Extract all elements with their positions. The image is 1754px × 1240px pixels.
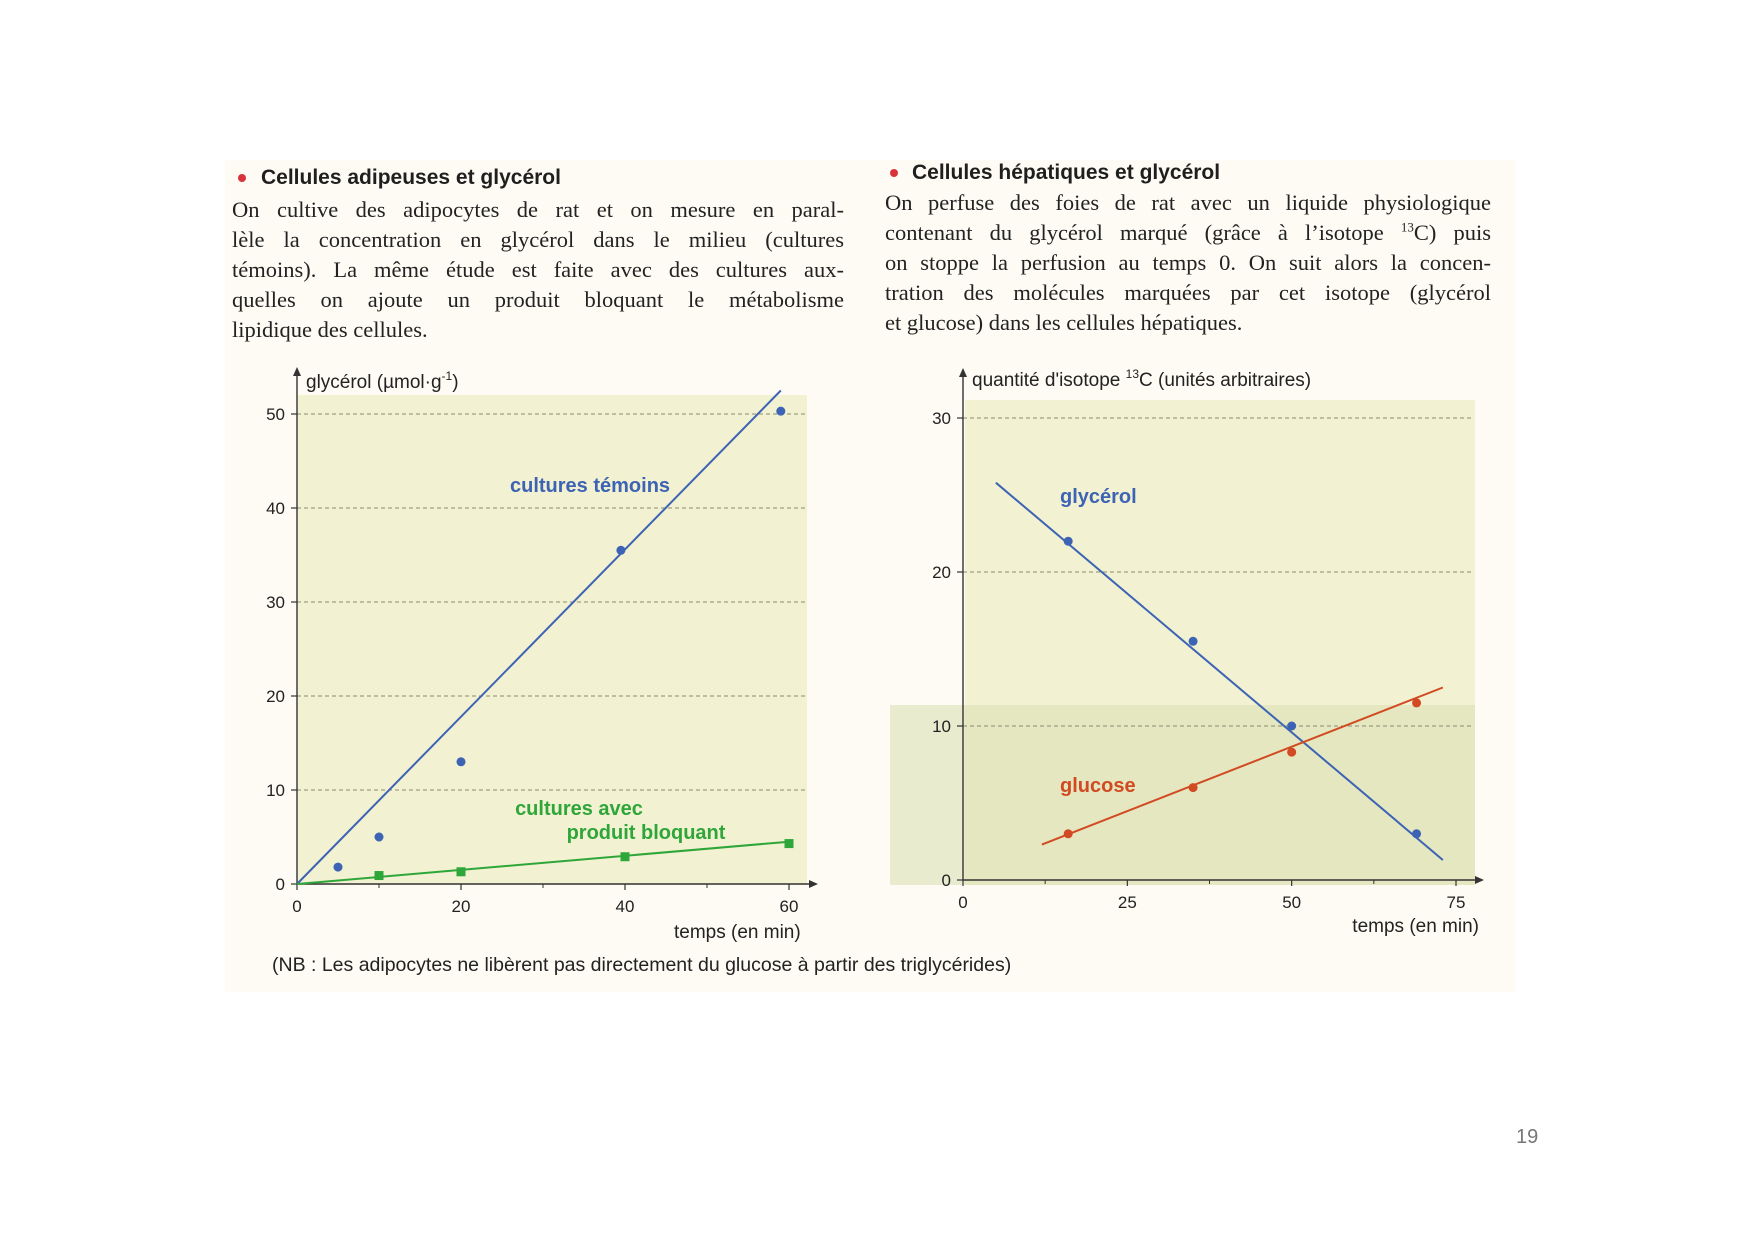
data-point [457, 867, 466, 876]
data-point [1287, 722, 1296, 731]
y-tick-label: 30 [266, 593, 285, 612]
right-text-line: tration des molécules marquées par cet isotope (glycérol [885, 280, 1491, 305]
x-axis-arrow-icon [809, 880, 818, 888]
data-point [616, 546, 625, 555]
left-y-axis-label: glycérol $(\mu mol\cdot g^{-1})$ [306, 369, 459, 393]
right-section-title: Cellules hépatiques et glycérol [912, 161, 1221, 184]
page-number: 19 [1516, 1126, 1539, 1148]
series-label-glucose: glucose [1060, 775, 1136, 797]
y-axis-arrow-icon [959, 368, 967, 377]
x-tick-label: 0 [292, 897, 302, 916]
y-axis-arrow-icon [293, 367, 301, 376]
data-point [1189, 783, 1198, 792]
data-point [1412, 698, 1421, 707]
right-text-line: et glucose) dans les cellules hépatiques. [885, 310, 1243, 335]
right-text-line: contenant du glycérol marqué (grâce à l’isotope $^{13}$C) puis [885, 219, 1491, 245]
left-x-axis-label: temps (en min) [674, 922, 801, 943]
left-text-line: lipidique des cellules. [232, 317, 428, 342]
y-tick-label: 10 [266, 781, 285, 800]
data-point [1412, 829, 1421, 838]
left-text-line: On cultive des adipocytes de rat et on mesure en paral- [232, 197, 844, 222]
x-tick-label: 75 [1446, 893, 1466, 912]
left-text-line: témoins). La même étude est faite avec des cultures aux- [232, 257, 844, 282]
data-point [375, 833, 384, 842]
x-tick-label: 20 [451, 897, 471, 916]
x-tick-label: 60 [779, 897, 799, 916]
y-tick-label: 10 [932, 717, 951, 736]
y-tick-label: 20 [266, 687, 285, 706]
series-label-cultures-temoins: cultures témoins [510, 475, 671, 497]
data-point [1189, 637, 1198, 646]
y-tick-label: 0 [275, 875, 285, 894]
data-point [457, 757, 466, 766]
left-section-title: Cellules adipeuses et glycérol [261, 166, 561, 189]
right-chart-tint [890, 705, 1475, 885]
x-axis-arrow-icon [1475, 876, 1484, 884]
data-point [375, 871, 384, 880]
data-point [621, 852, 630, 861]
data-point [334, 863, 343, 872]
right-text-line: on stoppe la perfusion au temps 0. On suit alors la concen- [885, 250, 1491, 275]
y-tick-label: 20 [932, 563, 951, 582]
x-tick-label: 0 [958, 893, 968, 912]
footnote: (NB : Les adipocytes ne libèrent pas directement du glucose à partir des triglycérides) [272, 954, 1012, 976]
data-point [1287, 748, 1296, 757]
x-tick-label: 25 [1117, 893, 1137, 912]
right-x-axis-label: temps (en min) [1352, 916, 1479, 937]
data-point [1064, 829, 1073, 838]
x-tick-label: 50 [1282, 893, 1302, 912]
data-point [1064, 537, 1073, 546]
y-tick-label: 40 [266, 499, 285, 518]
y-tick-label: 0 [941, 871, 951, 890]
data-point [785, 839, 794, 848]
right-y-axis-label: quantité d'isotope $^{13}$C (unités arbitraires) [972, 367, 1312, 391]
left-text-line: quelles on ajoute un produit bloquant le métabolisme [232, 287, 844, 312]
left-text-line: lèle la concentration en glycérol dans le milieu (cultures [232, 227, 844, 252]
y-tick-label: 30 [932, 409, 951, 428]
data-point [776, 407, 785, 416]
series-label-cultures-avec: cultures avec [515, 798, 643, 820]
right-text-line: On perfuse des foies de rat avec un liquide physiologique [885, 190, 1491, 215]
x-tick-label: 40 [615, 897, 635, 916]
series-label-glycerol: glycérol [1060, 486, 1137, 508]
y-tick-label: 50 [266, 405, 285, 424]
series-label-produit-bloquant: produit bloquant [566, 822, 726, 844]
